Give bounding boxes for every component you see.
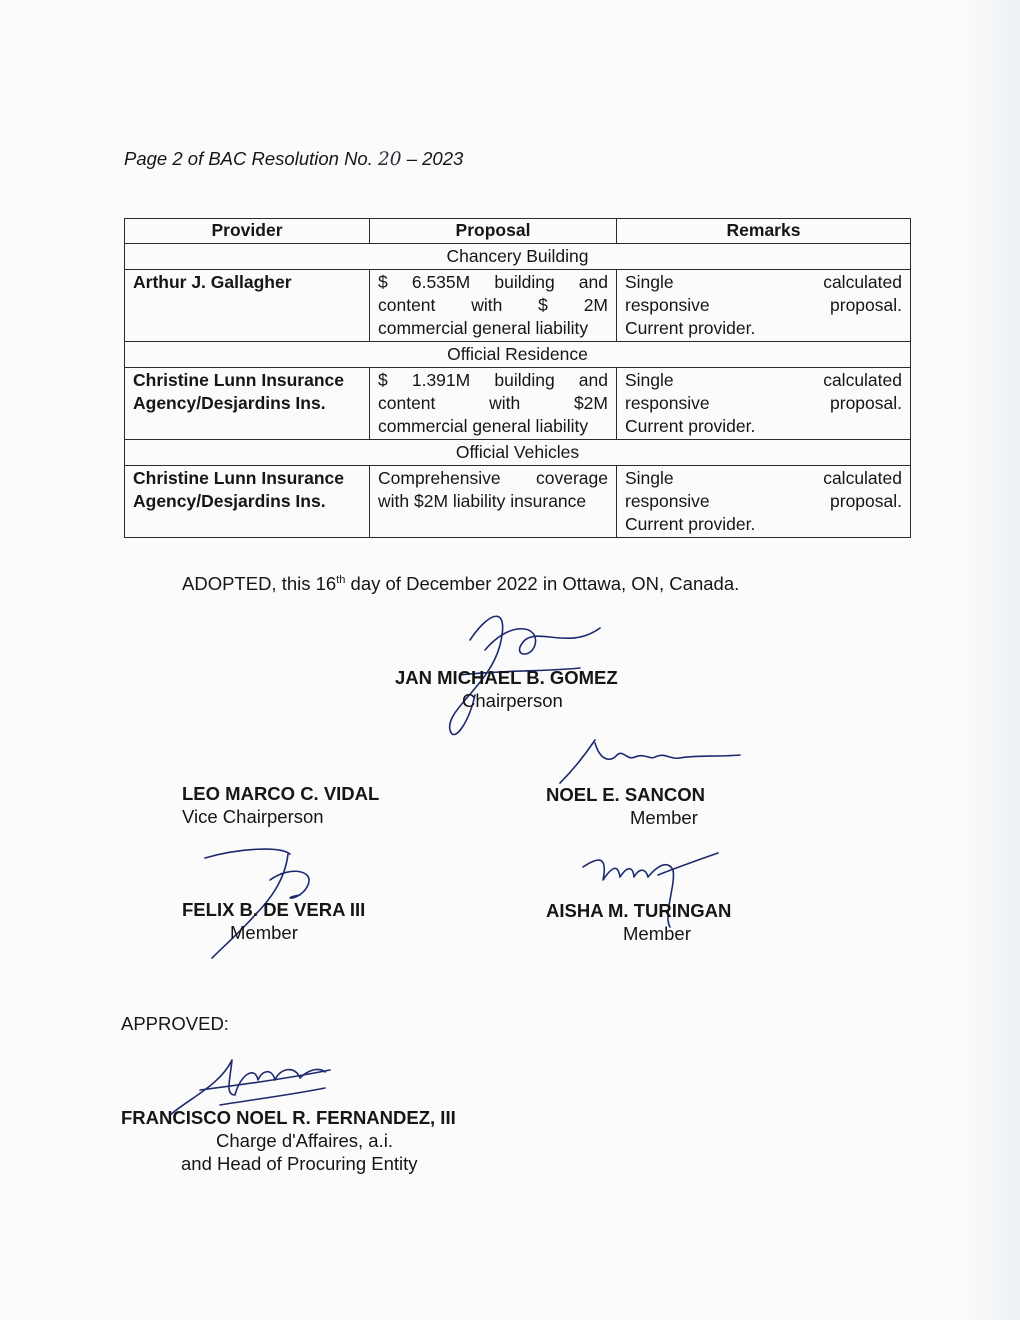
table-header-row	[125, 219, 911, 244]
proposal-line: commercial general liability	[378, 318, 589, 338]
proposal-line: Comprehensive coverage	[378, 468, 608, 488]
vice-role: Vice Chairperson	[182, 806, 324, 827]
remarks-cell	[617, 368, 911, 440]
chair-role: Chairperson	[462, 690, 563, 711]
remarks-line: Current provider.	[625, 318, 756, 338]
section-row	[125, 342, 911, 368]
head-name: FRANCISCO NOEL R. FERNANDEZ, III	[121, 1107, 456, 1128]
proposal-line: $ 6.535M building and	[378, 272, 608, 292]
proposal-line: commercial general liability	[378, 416, 589, 436]
sancon-signature	[555, 735, 745, 790]
turingan-role: Member	[623, 923, 691, 944]
page-edge-shade	[960, 0, 1020, 1320]
section-title: Official Vehicles	[125, 440, 911, 466]
remarks-line: responsive proposal.	[625, 295, 902, 315]
proposal-line: with $2M liability insurance	[378, 491, 587, 511]
proposal-line: $ 1.391M building and	[378, 370, 608, 390]
sancon-name: NOEL E. SANCON	[546, 784, 705, 805]
remarks-cell	[617, 270, 911, 342]
provider-cell: Christine Lunn Insurance Agency/Desjardins Ins.	[125, 368, 370, 440]
remarks-line: responsive proposal.	[625, 393, 902, 413]
proposal-cell	[370, 466, 617, 538]
remarks-line: Single calculated	[625, 468, 902, 488]
remarks-cell	[617, 466, 911, 538]
proposal-cell	[370, 270, 617, 342]
resolution-number: 20	[378, 149, 402, 170]
chair-name: JAN MICHAEL B. GOMEZ	[395, 667, 618, 688]
provider-cell: Christine Lunn Insurance Agency/Desjardins Ins.	[125, 466, 370, 538]
procurement-table	[124, 218, 911, 538]
section-row	[125, 440, 911, 466]
section-title: Chancery Building	[125, 244, 911, 270]
section-title: Official Residence	[125, 342, 911, 368]
section-row	[125, 244, 911, 270]
header-suffix: – 2023	[406, 148, 464, 169]
approved-label: APPROVED:	[121, 1013, 229, 1034]
head-role-line2: and Head of Procuring Entity	[181, 1153, 418, 1174]
table-row	[125, 368, 911, 440]
adopted-text-after: day of December 2022 in Ottawa, ON, Canada.	[345, 573, 740, 594]
column-header: Proposal	[370, 219, 617, 244]
adopted-text-before: ADOPTED, this 16	[182, 573, 337, 594]
proposal-line: content with $2M	[378, 393, 608, 413]
column-header: Provider	[125, 219, 370, 244]
remarks-line: Single calculated	[625, 370, 902, 390]
table-row	[125, 466, 911, 538]
table-row	[125, 270, 911, 342]
provider-cell: Arthur J. Gallagher	[125, 270, 370, 342]
devera-name: FELIX B. DE VERA III	[182, 899, 366, 920]
turingan-name: AISHA M. TURINGAN	[546, 900, 732, 921]
devera-role: Member	[230, 922, 298, 943]
remarks-line: Current provider.	[625, 416, 756, 436]
remarks-line: responsive proposal.	[625, 491, 902, 511]
vice-name: LEO MARCO C. VIDAL	[182, 783, 380, 804]
column-header: Remarks	[617, 219, 911, 244]
proposal-line: content with $ 2M	[378, 295, 608, 315]
header-prefix: Page 2 of BAC Resolution No.	[124, 148, 373, 169]
head-role-line1: Charge d'Affaires, a.i.	[216, 1130, 393, 1151]
remarks-line: Single calculated	[625, 272, 902, 292]
page-header	[124, 148, 463, 170]
remarks-line: Current provider.	[625, 514, 756, 534]
proposal-cell	[370, 368, 617, 440]
adoption-statement	[182, 573, 739, 595]
sancon-role: Member	[630, 807, 698, 828]
adopted-ordinal: th	[336, 573, 346, 586]
